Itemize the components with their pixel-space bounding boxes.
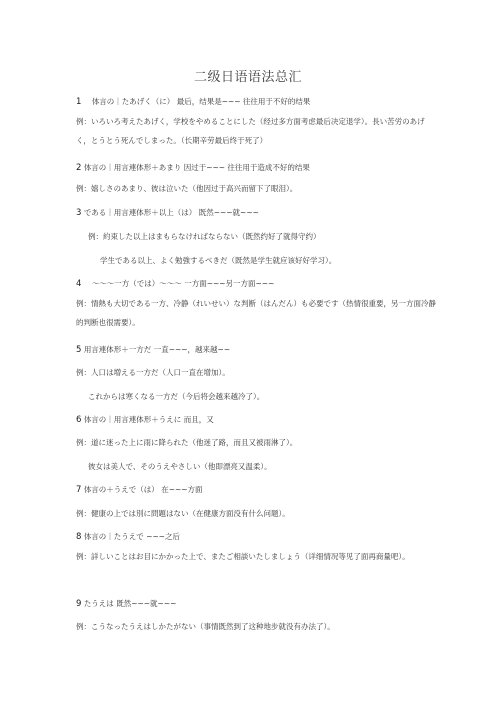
grammar-entry-7 bbox=[76, 485, 436, 495]
grammar-entry-5 bbox=[76, 345, 436, 355]
grammar-entry-3 bbox=[76, 208, 436, 218]
entry-heading: 用言連体形＋一方だ 一直~~~，越来越~~ bbox=[83, 345, 231, 354]
entry-example: 例：いろいろ考えたあげく，学校をやめることにした（经过多方面考虑最后决定退学）。長い苦労のあげく，とうとう死んでしまった。（长期辛劳最后终于死了） bbox=[76, 117, 425, 145]
document-title: 二级日语语法总汇 bbox=[193, 70, 302, 85]
entry-number: 4 bbox=[76, 279, 82, 289]
grammar-entry-1 bbox=[76, 97, 436, 107]
entry-heading: 体言の｜たあげく（に） 最后，结果是~~~ 往往用于不好的结果 bbox=[91, 97, 311, 106]
entry-example: 学生である以上、よく勉強するべきだ（既然是学生就应该好好学习）。 bbox=[100, 256, 337, 265]
entry-example: 彼女は美人で、そのうえやさしい（他即漂亮又温柔）。 bbox=[88, 462, 272, 471]
entry-number: 9 bbox=[76, 599, 82, 609]
entry-number: 7 bbox=[76, 485, 82, 495]
entry-number: 6 bbox=[76, 415, 82, 425]
entry-example: これからは寒くなる一方だ（今后将会越来越冷了）。 bbox=[88, 392, 265, 401]
entry-example: 例：情熱も大切である一方、冷静（れいせい）な判断（はんだん）も必要です（热情很重要，另一方面冷静的判断也很需要）。 bbox=[76, 299, 436, 327]
entry-example: 例：詳しいことはお目にかかった上で、またご相談いたしましょう（详细情况等见了面再商量吧）。 bbox=[76, 552, 410, 561]
entry-example: 例：人口は増える一方だ（人口一直在增加）。 bbox=[76, 368, 230, 377]
entry-number: 8 bbox=[76, 532, 82, 542]
entry-example: 例：健康の上では別に問題はない（在健康方面没有什么问题）。 bbox=[76, 509, 290, 518]
entry-heading: である｜用言連体形＋以上（は） 既然~~~就~~~ bbox=[83, 208, 259, 217]
entry-number: 1 bbox=[76, 97, 82, 107]
grammar-entry-6 bbox=[76, 415, 436, 425]
entry-heading: ～～～一方（では）～～～ 一方面~~~另一方面~~~ bbox=[91, 279, 275, 288]
entry-number: 5 bbox=[76, 345, 82, 355]
grammar-entry-2 bbox=[76, 163, 436, 173]
entry-heading: 体言の｜用言連体形＋うえに 而且，又 bbox=[83, 415, 214, 424]
entry-example: 例：道に迷った上に雨に降られた（他迷了路，而且又被雨淋了）。 bbox=[76, 438, 298, 447]
entry-heading: 体言の｜たうえで ~~~之后 bbox=[83, 532, 181, 541]
grammar-entry-8 bbox=[76, 532, 436, 542]
entry-heading: たうえは 既然~~~就~~~ bbox=[83, 599, 177, 608]
entry-example: 例：こうなったうえはしかたがない（事情既然到了这种地步就没有办法了）。 bbox=[76, 622, 335, 631]
entry-number: 2 bbox=[76, 163, 82, 173]
entry-example: 例：嬉しさのあまり、彼は泣いた（他因过于高兴而留下了眼泪）。 bbox=[76, 184, 298, 193]
entry-heading: 体言の＋うえで（は） 在~~~方面 bbox=[83, 485, 203, 494]
entry-example: 例：約束した以上はまもらなければならない（既然约好了就得守约） bbox=[88, 232, 321, 241]
entry-number: 3 bbox=[76, 208, 82, 218]
entry-heading: 体言の｜用言連体形＋あまり 因过于~~~ 往往用于造成不好的结果 bbox=[83, 163, 310, 172]
grammar-entry-4 bbox=[76, 279, 436, 289]
grammar-entry-9 bbox=[76, 599, 436, 609]
